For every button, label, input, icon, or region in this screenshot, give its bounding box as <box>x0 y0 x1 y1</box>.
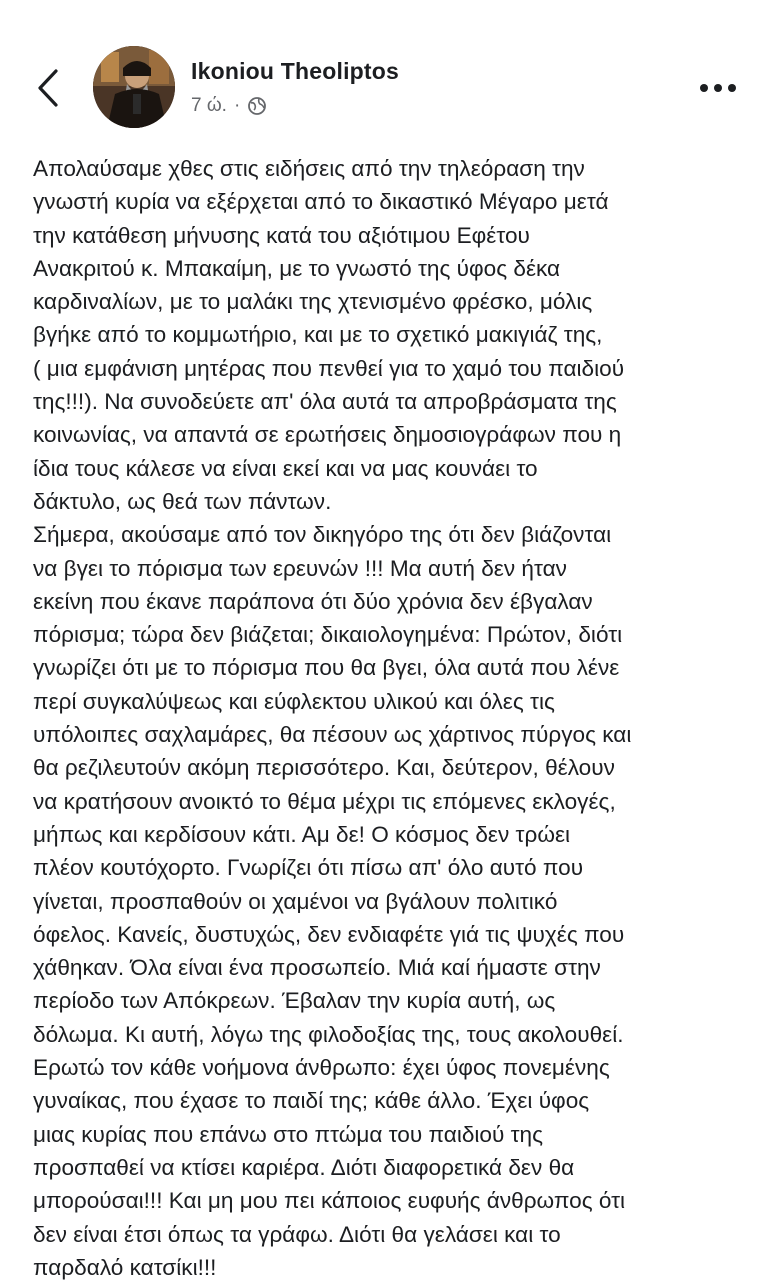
post-text-line: της!!!). Να συνοδεύετε απ' όλα αυτά τα απροβράσματα της <box>33 389 617 415</box>
post-text-line: πόρισμα; τώρα δεν βιάζεται; δικαιολογημένα: Πρώτον, διότι <box>33 622 623 648</box>
post-text-line: παρδαλό κατσίκι!!! <box>33 1254 217 1280</box>
chevron-left-icon <box>35 68 61 108</box>
post-text-line: γνωρίζει ότι με το πόρισμα που θα βγει, όλα αυτά που λένε <box>33 655 620 681</box>
avatar[interactable] <box>93 46 175 128</box>
post-body <box>33 152 745 1284</box>
globe-icon <box>247 96 267 116</box>
profile-photo <box>93 46 175 128</box>
post-text-line: περί συγκαλύψεως και εύφλεκτου υλικού και όλες τις <box>33 688 555 714</box>
post-text-line: μήπως και κερδίσουν κάτι. Αμ δε! Ο κόσμος δεν τρώει <box>33 821 571 847</box>
post-text-line: Ερωτώ τον κάθε νοήμονα άνθρωπο: έχει ύφος πονεμένης <box>33 1055 610 1081</box>
post-text-line: γίνεται, προσπαθούν οι χαμένοι να βγάλουν πολιτικό <box>33 888 558 914</box>
post-text-line: προσπαθεί να κτίσει καριέρα. Διότι διαφορετικά δεν θα <box>33 1154 575 1180</box>
post-text-line: γνωστή κυρία να εξέρχεται από το δικαστικό Μέγαρο μετά <box>33 189 609 215</box>
post-text-line: κοινωνίας, να απαντά σε ερωτήσεις δημοσιογράφων που η <box>33 422 622 448</box>
post-text-line: δεν είναι έτσι όπως τα γράφω. Διότι θα γελάσει και το <box>33 1221 561 1247</box>
post-time[interactable]: 7 ώ. <box>191 95 227 116</box>
post-text-line: να κρατήσουν ανοικτό το θέμα μέχρι τις επόμενες εκλογές, <box>33 788 616 814</box>
post-text-line: Ανακριτού κ. Μπακαίμη, με το γνωστό της ύφος δέκα <box>33 255 561 281</box>
post-text-line: γυναίκας, που έχασε το παιδί της; κάθε άλλο. Έχει ύφος <box>33 1088 590 1114</box>
post-meta <box>191 95 267 117</box>
post-text <box>33 152 745 1284</box>
meta-separator: · <box>233 95 241 116</box>
post-text-line: δόλωμα. Κι αυτή, λόγω της φιλοδοξίας της, τους ακολουθεί. <box>33 1021 624 1047</box>
post-text-line: χάθηκαν. Όλα είναι ένα προσωπείο. Μιά καί ήμαστε στην <box>33 955 601 981</box>
post-text-line: όφελος. Κανείς, δυστυχώς, δεν ενδιαφέτε γιά τις ψυχές που <box>33 921 625 947</box>
post-text-line: δάκτυλο, ως θεά των πάντων. <box>33 488 332 514</box>
author-name[interactable]: Ikoniou Theoliptos <box>191 58 400 84</box>
post-text-line: καρδιναλίων, με το μαλάκι της χτενισμένο φρέσκο, μόλις <box>33 289 593 315</box>
post-text-line: υπόλοιπες σαχλαμάρες, θα πέσουν ως χάρτινος πύργος και <box>33 722 632 748</box>
post-text-line: μπορούσαι!!! Και μη μου πει κάποιος ευφυής άνθρωπος ότι <box>33 1188 626 1214</box>
post-text-line: Απολαύσαμε χθες στις ειδήσεις από την τηλεόραση την <box>33 156 585 181</box>
post-text-line: να βγει το πόρισμα των ερευνών !!! Μα αυτή δεν ήταν <box>33 555 567 581</box>
post-text-line: περίοδο των Απόκρεων. Έβαλαν την κυρία αυτή, ως <box>33 988 556 1014</box>
post-header <box>0 0 759 140</box>
post-text-line: Σήμερα, ακούσαμε από τον δικηγόρο της ότι δεν βιάζονται <box>33 522 612 548</box>
post-text-line: μιας κυρίας που επάνω στο πτώμα του παιδιού της <box>33 1121 544 1147</box>
post-text-line: ( μια εμφάνιση μητέρας που πενθεί για το χαμό του παιδιού <box>33 355 625 381</box>
post-text-line: την κατάθεση μήνυσης κατά του αξιότιμου Εφέτου <box>33 222 530 248</box>
post-text-line: ίδια τους κάλεσε να είναι εκεί και να μας κουνάει το <box>33 455 538 481</box>
post-text-line: θα ρεζιλευτούν ακόμη περισσότερο. Και, δεύτερον, θέλουν <box>33 755 615 781</box>
post-text-line: βγήκε από το κομμωτήριο, και με το σχετικό μακιγιάζ της, <box>33 322 603 348</box>
post-text-line: πλέον κουτόχορτο. Γνωρίζει ότι πίσω απ' όλο αυτό που <box>33 855 584 881</box>
back-button[interactable] <box>30 64 66 112</box>
post-text-line: εκείνη που έκανε παράπονα ότι δύο χρόνια δεν έβγαλαν <box>33 588 593 614</box>
more-horizontal-icon <box>698 83 738 93</box>
more-options-button[interactable] <box>694 74 742 102</box>
